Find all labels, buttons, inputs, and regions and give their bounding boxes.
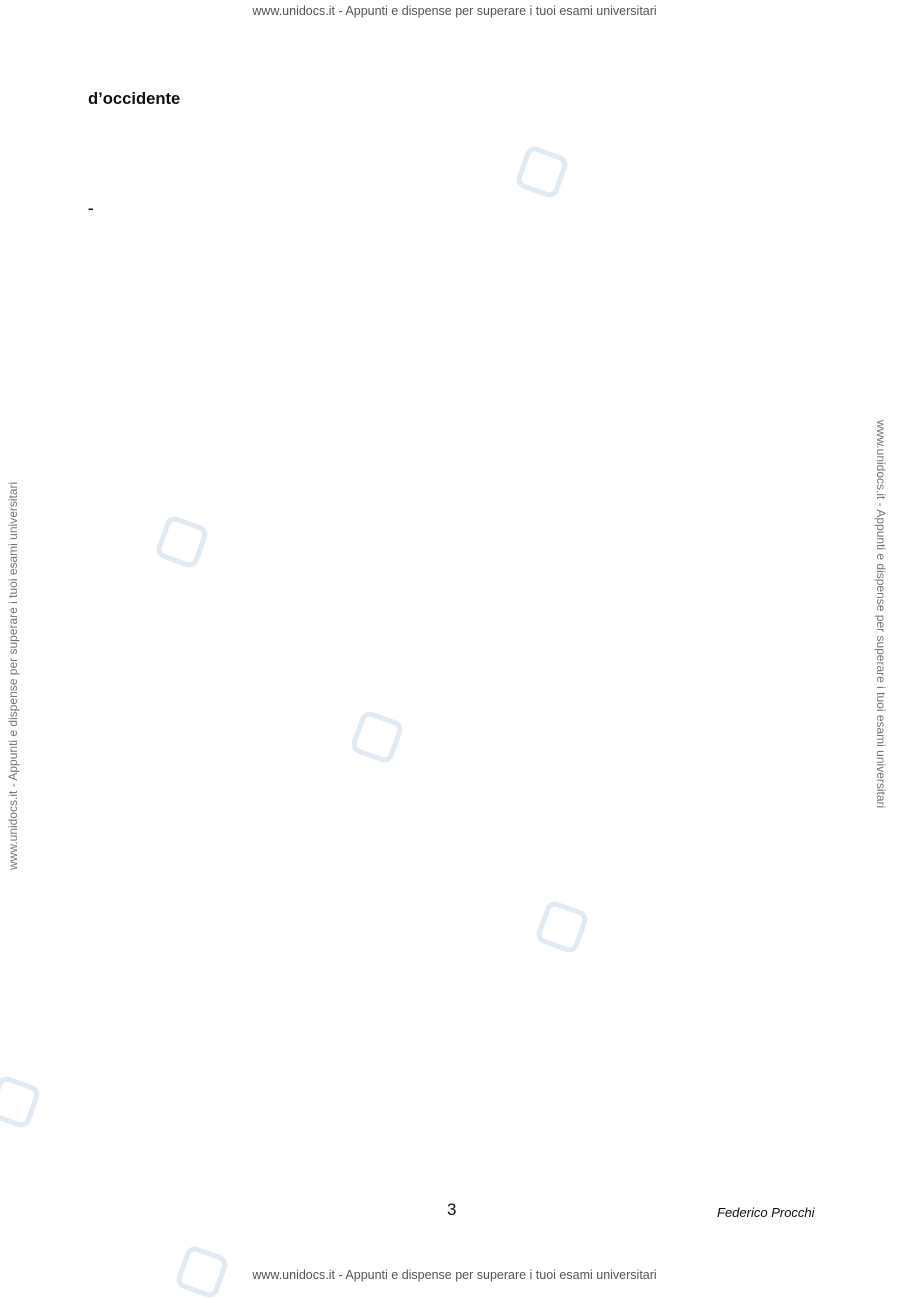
paragraph — [88, 88, 823, 110]
watermark-bottom: www.unidocs.it - Appunti e dispense per superare i tuoi esami universitari — [252, 1268, 657, 1282]
watermark-right: www.unidocs.it - Appunti e dispense per superare i tuoi esami universitari — [874, 420, 888, 809]
author-name: Federico Procchi — [717, 1205, 815, 1220]
watermark-logo-icon — [0, 1074, 42, 1130]
watermark-logo-icon — [154, 514, 210, 570]
watermark-logo-icon — [534, 899, 590, 955]
watermark-logo-icon — [349, 709, 405, 765]
text-run: d’occidente — [88, 89, 181, 108]
document-body — [88, 88, 823, 198]
watermark-left: www.unidocs.it - Appunti e dispense per superare i tuoi esami universitari — [6, 481, 20, 870]
watermark-top: www.unidocs.it - Appunti e dispense per superare i tuoi esami universitari — [252, 4, 657, 18]
page-number: 3 — [447, 1200, 457, 1219]
